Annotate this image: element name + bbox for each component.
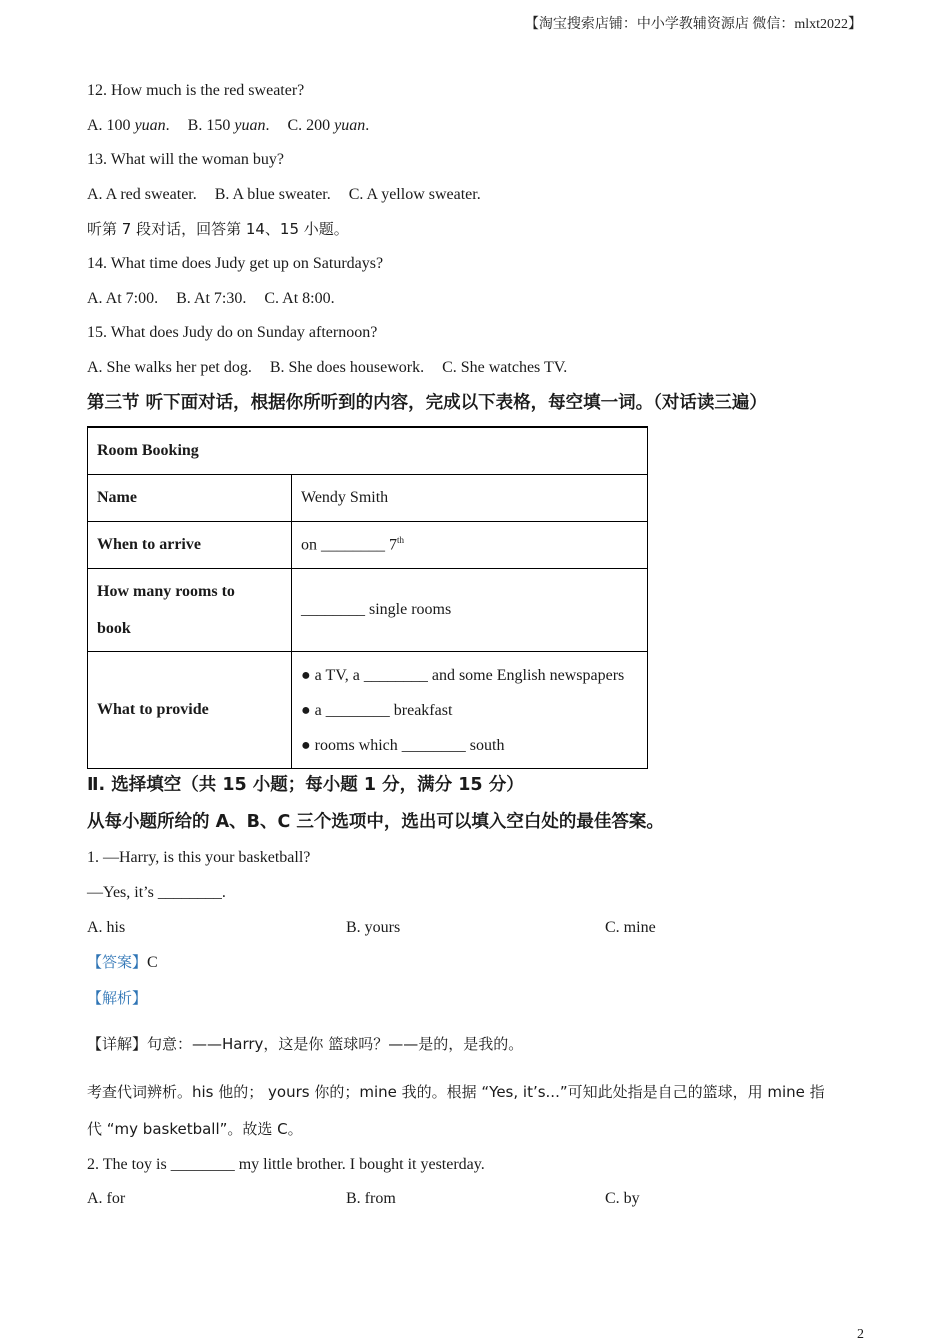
option-b: B. 150 yuan. <box>187 117 270 134</box>
room-booking-table <box>87 426 648 769</box>
rooms-value: ________ single rooms <box>292 569 648 652</box>
option-c: C. She watches TV. <box>442 359 568 376</box>
option-c: C. mine <box>605 919 656 936</box>
option-c: C. by <box>605 1190 640 1207</box>
option-a: A. She walks her pet dog. <box>87 359 252 376</box>
question-14: 14. What time does Judy get up on Saturdays? <box>87 255 384 272</box>
option-b: B. from <box>346 1190 396 1207</box>
question-15-options <box>87 358 567 378</box>
option-b: B. yours <box>346 919 401 936</box>
option-a: A. At 7:00. <box>87 290 159 307</box>
question-12: 12. How much is the red sweater? <box>87 82 305 99</box>
mc-1-question: 1. —Harry, is this your basketball? <box>87 849 311 866</box>
option-c: C. 200 yuan. <box>287 117 370 134</box>
provide-list <box>292 652 648 769</box>
provide-item: ● a TV, a ________ and some English newspapers <box>301 666 625 684</box>
question-12-options <box>87 116 369 136</box>
provide-label: What to provide <box>88 652 292 769</box>
section-2-title: Ⅱ. 选择填空（共 15 小题；每小题 1 分，满分 15 分） <box>87 775 524 795</box>
mc-1-detail: 【详解】句意：——Harry，这是你 篮球吗？——是的，是我的。 <box>87 1035 524 1053</box>
section-3-title: 第三节 听下面对话，根据你所听到的内容，完成以下表格，每空填一词。（对话读三遍） <box>87 393 767 413</box>
mc-1-explanation-1: 考查代词辨析。his 他的； yours 你的；mine 我的。根据 “Yes, it’s...”可知此处指是自己的篮球，用 mine 指 <box>87 1083 825 1101</box>
provide-item: ● rooms which ________ south <box>301 736 505 754</box>
section-2-instruction: 从每小题所给的 A、B、C 三个选项中，选出可以填入空白处的最佳答案。 <box>87 812 664 832</box>
option-a: A. 100 yuan. <box>87 117 170 134</box>
instruction-dialogue-7: 听第 7 段对话，回答第 14、15 小题。 <box>87 220 349 238</box>
question-13: 13. What will the woman buy? <box>87 151 284 168</box>
name-value: Wendy Smith <box>292 475 648 522</box>
option-b: B. A blue sweater. <box>214 186 331 203</box>
question-14-options <box>87 289 335 309</box>
rooms-label: How many rooms to book <box>88 569 292 652</box>
table-title: Room Booking <box>88 427 648 475</box>
mc-1-explanation-2: 代 “my basketball”。故选 C。 <box>87 1120 303 1138</box>
page-header: 【淘宝搜索店铺：中小学教辅资源店 微信：mlxt2022】 <box>524 17 862 32</box>
mc-1-response: —Yes, it’s ________. <box>87 884 226 901</box>
name-label: Name <box>88 475 292 522</box>
arrive-label: When to arrive <box>88 522 292 569</box>
arrive-value: on ________ 7th <box>292 522 648 569</box>
mc-1-answer: 【答案】C <box>87 953 158 971</box>
option-c: C. A yellow sweater. <box>348 186 481 203</box>
question-13-options <box>87 185 481 205</box>
mc-1-analysis-tag: 【解析】 <box>87 989 148 1007</box>
option-a: A. A red sweater. <box>87 186 197 203</box>
mc-1-options <box>87 918 887 938</box>
question-15: 15. What does Judy do on Sunday afternoon? <box>87 324 378 341</box>
option-b: B. She does housework. <box>269 359 425 376</box>
mc-2-options <box>87 1189 887 1209</box>
mc-2-question: 2. The toy is ________ my little brother. I bought it yesterday. <box>87 1156 485 1173</box>
option-a: A. for <box>87 1190 126 1207</box>
option-b: B. At 7:30. <box>176 290 247 307</box>
page-number: 2 <box>857 1327 864 1342</box>
option-a: A. his <box>87 919 126 936</box>
option-c: C. At 8:00. <box>264 290 335 307</box>
provide-item: ● a ________ breakfast <box>301 701 453 719</box>
